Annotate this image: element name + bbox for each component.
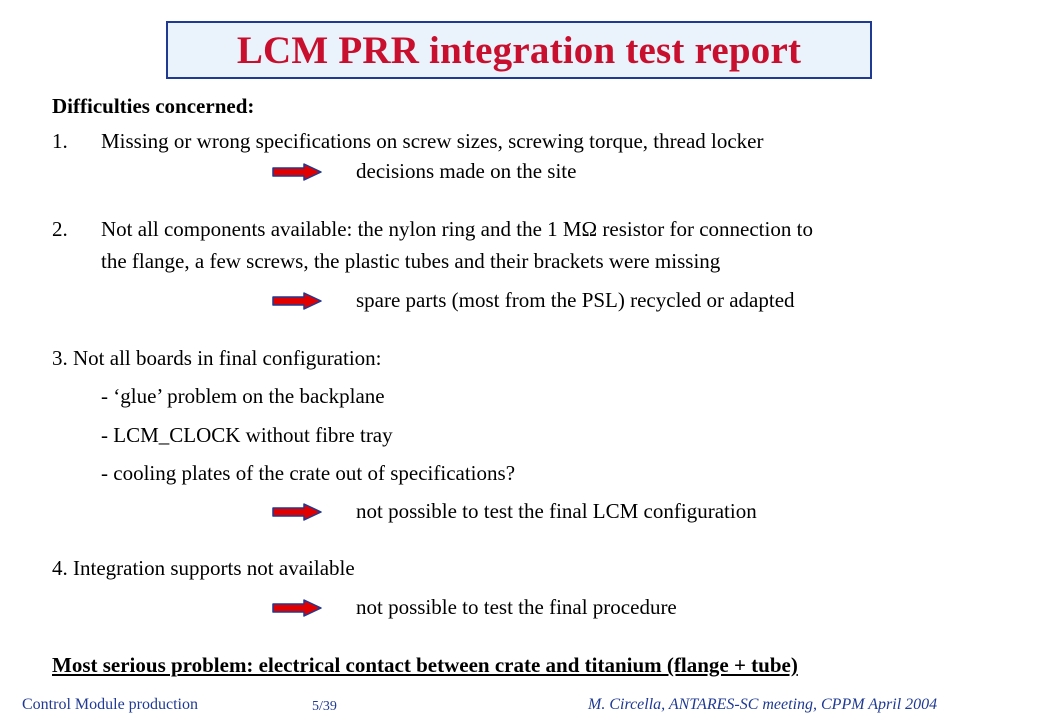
item-4-result: not possible to test the final procedure (356, 595, 677, 619)
footer-right: M. Circella, ANTARES-SC meeting, CPPM April 2004 (588, 696, 938, 713)
item-1-number: 1. (52, 129, 68, 153)
item-3-subitem: - ‘glue’ problem on the backplane (101, 384, 385, 408)
item-2-result: spare parts (most from the PSL) recycled or adapted (356, 288, 795, 312)
right-arrow-icon (272, 292, 322, 310)
right-arrow-icon (272, 163, 322, 181)
page-number: 5/39 (312, 699, 337, 714)
page-title: LCM PRR integration test report (236, 28, 802, 72)
conclusion: Most serious problem: electrical contact between crate and titanium (flange + tube) (52, 653, 798, 677)
item-1-text: Missing or wrong specifications on screw sizes, screwing torque, thread locker (101, 129, 764, 153)
title-box (166, 21, 872, 79)
footer-left: Control Module production (22, 696, 198, 713)
section-header: Difficulties concerned: (52, 94, 255, 118)
item-3-result: not possible to test the final LCM configuration (356, 499, 757, 523)
item-4-text: 4. Integration supports not available (52, 556, 355, 580)
item-2-text-line1: Not all components available: the nylon ring and the 1 MΩ resistor for connection to (101, 217, 813, 241)
item-2-text-line2: the flange, a few screws, the plastic tubes and their brackets were missing (101, 249, 721, 273)
item-3-subitem: - cooling plates of the crate out of specifications? (101, 461, 516, 485)
right-arrow-icon (272, 503, 322, 521)
item-3-text: 3. Not all boards in final configuration: (52, 346, 382, 370)
item-2-number: 2. (52, 217, 68, 241)
right-arrow-icon (272, 599, 322, 617)
item-3-subitem: - LCM_CLOCK without fibre tray (101, 423, 393, 447)
item-1-result: decisions made on the site (356, 159, 577, 183)
